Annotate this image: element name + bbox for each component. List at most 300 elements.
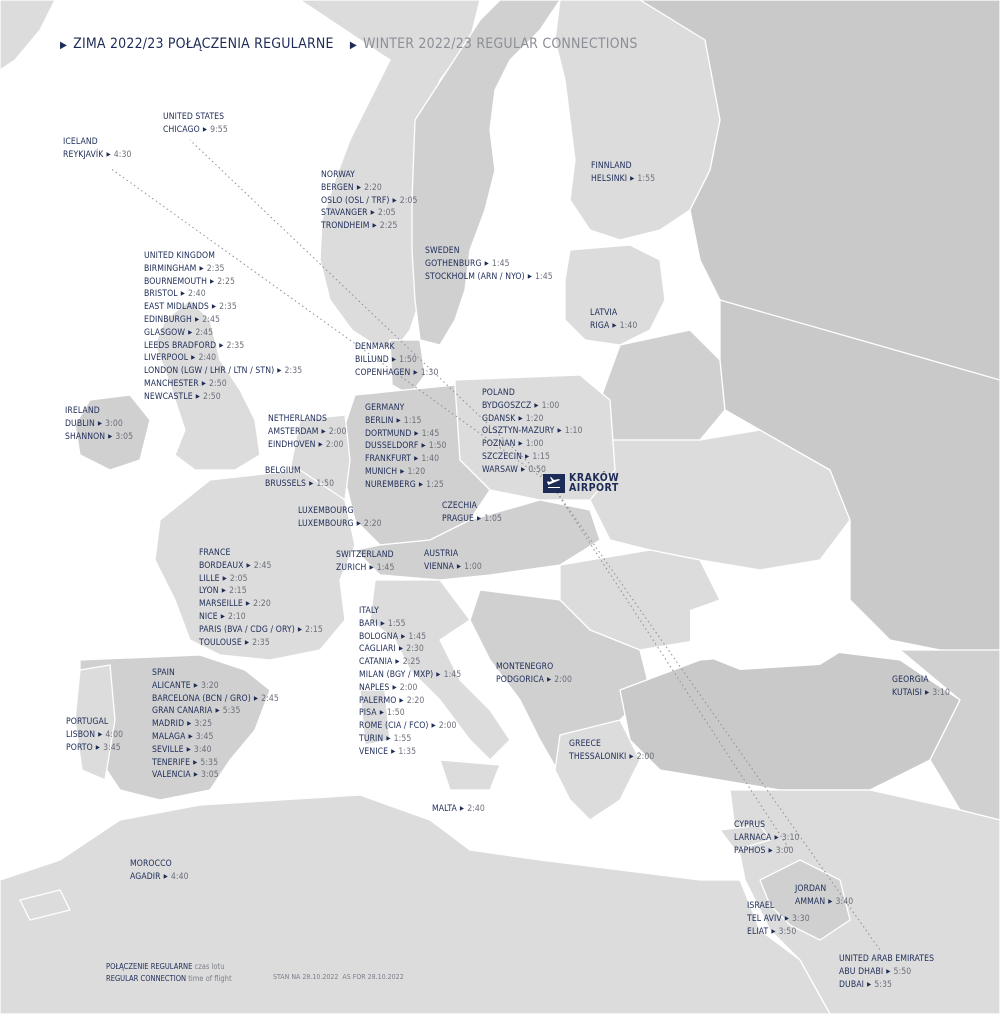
route-row: [365, 415, 447, 428]
country-label: NORWAY: [321, 170, 356, 180]
city-name: NICE: [199, 611, 218, 622]
route-row: [747, 926, 810, 939]
country-label: NETHERLANDS: [268, 414, 327, 424]
route-row: [65, 418, 133, 431]
route-row: [268, 426, 347, 439]
city-name: MUNICH: [365, 466, 398, 477]
route-row: [66, 742, 123, 755]
arrow-icon: ▶: [321, 427, 326, 435]
route-row: [482, 464, 583, 477]
route-row: [569, 751, 654, 764]
flight-time: 2:05: [399, 195, 418, 206]
arrow-icon: ▶: [431, 722, 436, 730]
city-name: PODGORICA: [496, 674, 545, 685]
arrow-icon: ▶: [191, 354, 196, 362]
route-row: [65, 431, 133, 444]
flight-time: 2:35: [252, 637, 270, 648]
arrow-icon: ▶: [221, 587, 226, 595]
arrow-icon: ▶: [527, 272, 532, 280]
route-row: [199, 637, 323, 650]
country-label: UNITED STATES: [163, 112, 225, 122]
flight-time: 1:45: [535, 271, 553, 282]
city-name: AMMAN: [795, 896, 826, 907]
flight-time: 1:45: [491, 258, 510, 269]
city-name: BARCELONA (BCN / GRO): [152, 693, 251, 704]
arrow-icon: ▶: [297, 625, 303, 633]
destination-group: [591, 161, 655, 186]
destination-group: [163, 112, 228, 137]
country-label: SPAIN: [152, 668, 175, 678]
legend: [106, 961, 232, 985]
arrow-icon: ▶: [95, 743, 101, 751]
destination-group: [496, 662, 572, 687]
country-label: FRANCE: [199, 548, 231, 558]
arrow-icon: ▶: [244, 638, 250, 646]
flight-time: 3:40: [835, 896, 854, 907]
flight-time: 1:15: [532, 451, 551, 462]
route-row: [144, 378, 302, 391]
city-name: THESSALONIKI: [569, 751, 627, 762]
city-name: TRONDHEIM: [321, 221, 370, 232]
city-name: DUBAI: [839, 979, 864, 990]
arrow-icon: ▶: [193, 681, 199, 689]
airport-name-line1: KRAKÓW: [569, 472, 620, 484]
arrow-icon: ▶: [630, 174, 635, 182]
arrow-icon: ▶: [421, 442, 426, 450]
city-name: COPENHAGEN: [355, 367, 411, 378]
flight-time: 5:50: [893, 966, 912, 977]
city-name: EAST MIDLANDS: [144, 302, 209, 313]
flight-time: 2:50: [203, 391, 221, 402]
route-row: [321, 182, 418, 195]
destination-group: [66, 717, 123, 754]
title-polish: ZIMA 2022/23 POŁĄCZENIA REGULARNE: [73, 36, 334, 52]
country-label: ICELAND: [63, 137, 98, 147]
city-name: BORDEAUX: [199, 560, 244, 571]
route-row: [144, 263, 302, 276]
route-row: [482, 438, 583, 451]
arrow-icon: ▶: [418, 480, 424, 488]
arrow-icon: ▶: [108, 432, 113, 440]
city-name: GOTHENBURG: [425, 258, 482, 269]
route-row: [359, 733, 461, 746]
country-label: JORDAN: [795, 884, 827, 894]
flight-time: 3:00: [775, 845, 794, 856]
flight-time: 4:30: [113, 149, 132, 160]
city-name: TURIN: [359, 733, 384, 744]
arrow-icon: ▶: [245, 600, 251, 608]
city-name: NAPLES: [359, 682, 390, 693]
route-row: [734, 832, 800, 845]
flight-time: 2:25: [217, 276, 236, 287]
destination-group: [569, 739, 654, 764]
arrow-icon: ▶: [395, 658, 400, 666]
arrow-icon: ▶: [356, 183, 362, 191]
city-name: SZCZECIN: [482, 451, 523, 462]
city-name: BIRMINGHAM: [144, 263, 197, 274]
city-name: LARNACA: [734, 832, 772, 843]
arrow-icon: ▶: [187, 720, 192, 728]
arrow-icon: ▶: [215, 707, 220, 715]
arrow-icon: ▶: [518, 414, 523, 422]
city-name: ALICANTE: [152, 680, 191, 691]
city-name: ROME (CIA / FCO): [359, 721, 429, 732]
route-row: [432, 803, 485, 816]
route-row: [359, 643, 461, 656]
arrow-icon: ▶: [459, 805, 465, 812]
route-row: [152, 705, 279, 718]
destination-group: [734, 820, 800, 857]
flight-time: 1:45: [376, 562, 395, 573]
arrow-icon: ▶: [379, 709, 384, 717]
route-row: [359, 695, 461, 708]
flight-time: 2:35: [226, 340, 245, 351]
flight-time: 2:00: [325, 439, 344, 450]
city-name: MALAGA: [152, 731, 186, 742]
city-name: BYDGOSZCZ: [482, 400, 532, 411]
route-row: [365, 479, 447, 492]
route-row: [425, 258, 553, 271]
destination-group: [268, 414, 347, 451]
flight-time: 2:35: [284, 366, 303, 377]
route-row: [144, 340, 302, 353]
title-english: WINTER 2022/23 REGULAR CONNECTIONS: [363, 36, 638, 52]
flight-time: 1:25: [426, 479, 444, 490]
route-row: [152, 693, 279, 706]
route-row: [199, 624, 323, 637]
arrow-icon: ▶: [414, 429, 419, 437]
city-name: VENICE: [359, 746, 389, 757]
status-en: AS FOR 28.10.2022: [342, 973, 404, 981]
route-row: [130, 871, 189, 884]
city-name: BOURNEMOUTH: [144, 276, 207, 287]
arrow-icon: ▶: [186, 745, 191, 753]
city-name: OSLO (OSL / TRF): [321, 195, 390, 206]
destination-group: [199, 548, 323, 649]
city-name: NEWCASTLE: [144, 391, 193, 402]
status-date: [273, 973, 404, 981]
city-name: EINDHOVEN: [268, 439, 316, 450]
city-name: HELSINKI: [591, 173, 628, 184]
route-row: [321, 207, 418, 220]
arrow-icon: ▶: [414, 455, 419, 463]
route-row: [482, 413, 583, 426]
route-row: [152, 731, 279, 744]
country-label: UNITED KINGDOM: [144, 251, 215, 261]
flight-time: 1:45: [443, 669, 462, 680]
city-name: GRAN CANARIA: [152, 706, 213, 717]
arrow-icon: ▶: [768, 846, 773, 854]
city-name: ABU DHABI: [839, 966, 884, 977]
city-name: CATANIA: [359, 657, 393, 668]
destination-group: [359, 606, 461, 759]
arrow-icon: ▶: [370, 209, 375, 217]
legend-desc-pl: czas lotu: [194, 962, 225, 971]
flight-time: 4:00: [105, 729, 124, 740]
city-name: BOLOGNA: [359, 631, 399, 642]
route-row: [359, 682, 461, 695]
flight-time: 3:20: [201, 680, 219, 691]
city-name: MILAN (BGY / MXP): [359, 669, 434, 680]
destination-group: [63, 137, 131, 162]
city-name: PORTO: [66, 742, 93, 753]
route-row: [144, 288, 302, 301]
city-name: AMSTERDAM: [268, 426, 319, 437]
city-name: STAVANGER: [321, 208, 368, 219]
arrow-icon: ▶: [318, 440, 323, 448]
city-name: CAGLIARI: [359, 644, 396, 655]
city-name: BERLIN: [365, 415, 394, 426]
country-label: MOROCCO: [130, 859, 172, 869]
arrow-icon: ▶: [188, 732, 193, 740]
arrow-icon: ▶: [309, 479, 314, 487]
flight-time: 9:55: [210, 124, 228, 135]
route-row: [163, 124, 228, 137]
flight-time: 5:35: [874, 979, 893, 990]
city-name: FRANKFURT: [365, 454, 412, 465]
country-label: CZECHIA: [442, 501, 478, 511]
city-name: LEEDS BRADFORD: [144, 340, 217, 351]
flight-time: 2:45: [202, 314, 220, 325]
flight-time: 2:15: [228, 586, 247, 597]
city-name: RIGA: [590, 320, 610, 331]
arrow-icon: ▶: [828, 897, 833, 905]
route-row: [496, 674, 572, 687]
arrow-icon: ▶: [193, 771, 199, 779]
arrow-icon: ▶: [386, 734, 391, 742]
arrow-icon: ▶: [97, 419, 103, 427]
destination-group: [265, 466, 334, 491]
flight-time: 3:05: [201, 770, 219, 781]
country-label: FINNLAND: [591, 161, 632, 171]
route-row: [265, 478, 334, 491]
destination-group: [442, 501, 502, 526]
arrow-icon: ▶: [400, 467, 405, 475]
country-label: DENMARK: [355, 342, 395, 352]
arrow-icon: ▶: [557, 427, 562, 435]
city-name: PALERMO: [359, 695, 397, 706]
city-name: BARI: [359, 618, 378, 629]
arrow-icon: ▶: [391, 747, 396, 755]
arrow-icon: ▶: [520, 465, 526, 473]
route-row: [482, 425, 583, 438]
city-name: DORTMUND: [365, 428, 412, 439]
arrow-icon: ▶: [246, 561, 251, 569]
route-row: [359, 669, 461, 682]
map-title: [60, 36, 638, 52]
flight-time: 1:50: [428, 441, 447, 452]
route-row: [590, 320, 637, 333]
country-label: CYPRUS: [734, 820, 766, 830]
arrow-icon: ▶: [436, 670, 441, 678]
arrow-icon: ▶: [222, 574, 227, 582]
arrow-icon: ▶: [210, 277, 215, 285]
flight-time: 1:10: [564, 426, 583, 437]
route-row: [144, 352, 302, 365]
city-name: LIVERPOOL: [144, 353, 189, 364]
city-name: ELIAT: [747, 926, 769, 937]
route-row: [442, 513, 502, 526]
route-row: [365, 453, 447, 466]
flight-time: 2:45: [261, 693, 279, 704]
flight-time: 2:20: [406, 695, 425, 706]
route-row: [839, 979, 934, 992]
country-label: BELGIUM: [265, 466, 301, 476]
flight-time: 2:05: [377, 208, 396, 219]
arrow-icon: ▶: [195, 392, 200, 400]
legend-desc-en: time of flight: [188, 974, 232, 983]
route-row: [359, 656, 461, 669]
city-name: NUREMBERG: [365, 479, 416, 490]
route-row: [359, 631, 461, 644]
destination-group: [425, 246, 553, 283]
country-label: AUSTRIA: [424, 549, 459, 559]
destination-group: [432, 803, 485, 816]
route-row: [321, 195, 418, 208]
city-name: BILLUND: [355, 354, 389, 365]
route-row: [152, 757, 279, 770]
city-name: CHICAGO: [163, 124, 200, 135]
city-name: SEVILLE: [152, 744, 184, 755]
route-row: [359, 618, 461, 631]
route-row: [355, 354, 438, 367]
arrow-icon: ▶: [476, 514, 482, 522]
route-row: [359, 707, 461, 720]
route-row: [425, 271, 553, 284]
city-name: MANCHESTER: [144, 378, 199, 389]
flight-time: 5:35: [222, 706, 241, 717]
destination-group: [590, 308, 637, 333]
route-row: [152, 680, 279, 693]
route-row: [199, 611, 323, 624]
arrow-icon: ▶: [356, 519, 361, 527]
route-row: [152, 769, 279, 782]
city-name: SHANNON: [65, 431, 106, 442]
flight-time: 2:00: [636, 751, 655, 762]
route-row: [63, 149, 131, 162]
city-name: VIENNA: [424, 561, 454, 572]
city-name: WARSAW: [482, 464, 518, 475]
route-row: [144, 276, 302, 289]
arrow-icon: ▶: [774, 833, 779, 841]
flight-time: 2:35: [206, 263, 225, 274]
destination-group: [355, 342, 438, 379]
play-icon: ▶: [60, 40, 68, 51]
route-row: [365, 466, 447, 479]
destination-group: [336, 550, 394, 575]
city-name: LISBON: [66, 729, 96, 740]
flight-time: 3:00: [105, 418, 123, 429]
arrow-icon: ▶: [219, 341, 224, 349]
route-row: [365, 440, 447, 453]
city-name: BERGEN: [321, 182, 354, 193]
flight-time: 1:55: [637, 173, 656, 184]
arrow-icon: ▶: [784, 914, 790, 922]
destination-group: [152, 668, 279, 782]
city-name: AGADIR: [130, 871, 161, 882]
flight-time: 1:55: [393, 733, 412, 744]
arrow-icon: ▶: [199, 264, 204, 272]
arrow-icon: ▶: [413, 368, 418, 376]
city-name: PARIS (BVA / CDG / ORY): [199, 624, 295, 635]
city-name: TEL AVIV: [747, 913, 782, 924]
destination-group: [839, 954, 934, 991]
country-label: ITALY: [359, 606, 380, 616]
flight-time: 1:20: [525, 413, 544, 424]
flight-time: 2:10: [228, 611, 246, 622]
city-name: POZNAN: [482, 439, 516, 450]
city-name: LONDON (LGW / LHR / LTN / STN): [144, 366, 275, 377]
flight-time: 5:35: [200, 757, 219, 768]
destination-group: [321, 170, 418, 233]
route-row: [199, 573, 323, 586]
destination-group: [365, 403, 447, 492]
arrow-icon: ▶: [399, 696, 404, 704]
flight-time: 2:00: [399, 682, 418, 693]
arrow-icon: ▶: [396, 416, 401, 424]
arrow-icon: ▶: [163, 872, 168, 880]
city-name: BRISTOL: [144, 289, 178, 300]
flight-time: 2:35: [219, 302, 237, 313]
city-name: PAPHOS: [734, 845, 766, 856]
flight-time: 0:50: [528, 464, 546, 475]
destination-group: [892, 675, 950, 700]
flight-time: 3:30: [792, 913, 810, 924]
destination-group: [130, 859, 189, 884]
country-label: GERMANY: [365, 403, 405, 413]
route-row: [199, 560, 323, 573]
arrow-icon: ▶: [188, 328, 193, 336]
route-row: [424, 561, 482, 574]
arrow-icon: ▶: [886, 967, 891, 975]
route-row: [144, 301, 302, 314]
destination-group: [298, 506, 382, 531]
route-row: [321, 220, 418, 233]
flight-time: 3:25: [194, 719, 213, 730]
flight-time: 1:50: [399, 354, 417, 365]
country-label: IRELAND: [65, 406, 100, 416]
arrow-icon: ▶: [392, 683, 397, 691]
flight-time: 2:20: [363, 518, 382, 529]
flight-time: 2:00: [554, 674, 573, 685]
legend-label-en: REGULAR CONNECTION: [106, 974, 187, 983]
arrow-icon: ▶: [518, 440, 523, 448]
city-name: LUXEMBOURG: [298, 518, 354, 529]
country-label: SWITZERLAND: [336, 550, 394, 560]
flight-time: 1:35: [398, 746, 417, 757]
flight-time: 2:40: [187, 289, 206, 300]
arrow-icon: ▶: [391, 355, 397, 363]
flight-time: 1:00: [525, 439, 544, 450]
arrow-icon: ▶: [629, 752, 634, 760]
route-row: [144, 391, 302, 404]
flight-time: 1:45: [408, 631, 427, 642]
flight-time: 1:20: [407, 466, 426, 477]
route-row: [359, 746, 461, 759]
route-row: [152, 718, 279, 731]
route-row: [359, 720, 461, 733]
route-row: [355, 367, 438, 380]
flight-time: 4:40: [170, 871, 189, 882]
country-label: LATVIA: [590, 308, 618, 318]
flight-time: 3:45: [103, 742, 121, 753]
flight-time: 1:15: [403, 415, 422, 426]
flight-time: 2:20: [253, 599, 271, 610]
city-name: LYON: [199, 586, 219, 597]
flight-time: 2:45: [195, 327, 214, 338]
route-row: [144, 365, 302, 378]
arrow-icon: ▶: [220, 612, 226, 620]
